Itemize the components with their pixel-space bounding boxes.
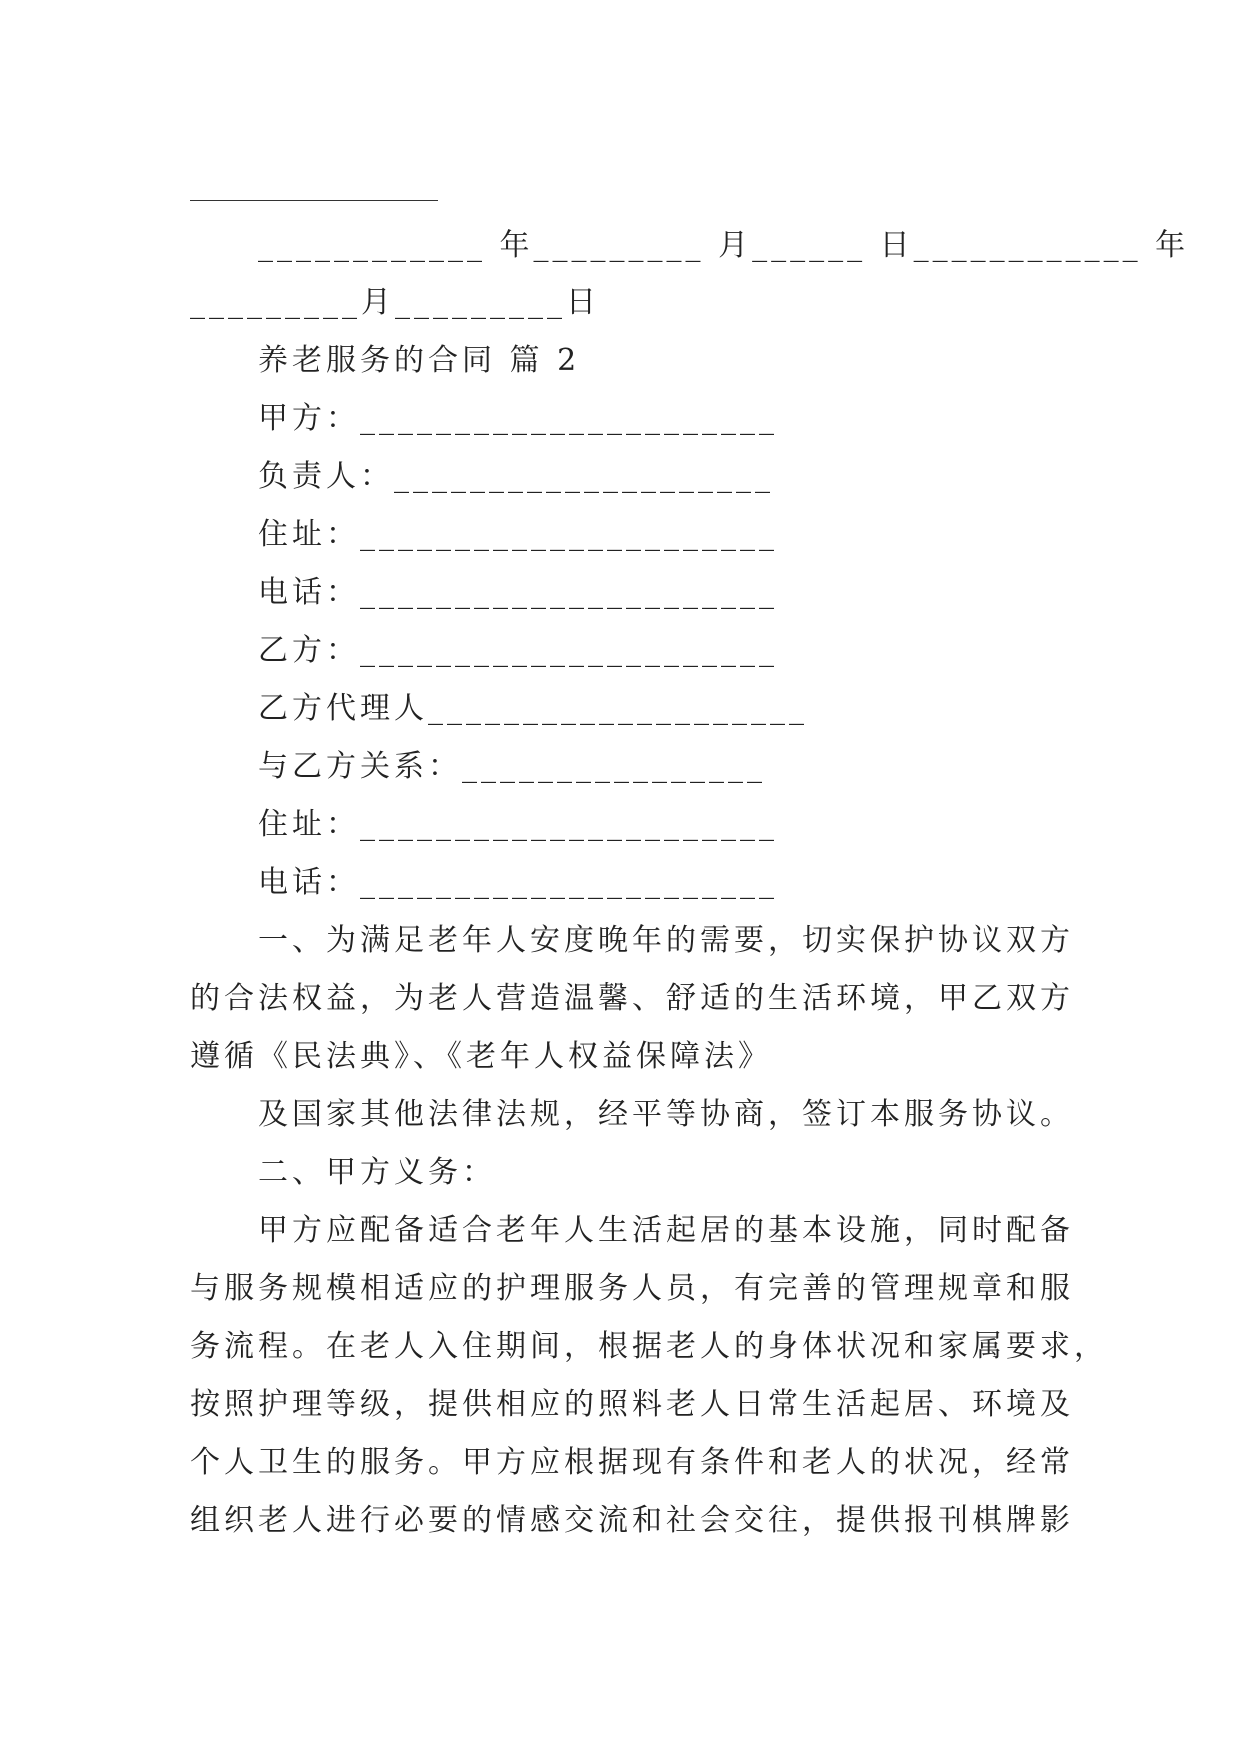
paragraph-3-line-6: 组织老人进行必要的情感交流和社会交往，提供报刊棋牌影 [190, 1503, 1074, 1538]
signature-blank-line [190, 200, 438, 201]
paragraph-3-line-3: 务流程。在老人入住期间，根据老人的身体状况和家属要求， [190, 1329, 1108, 1364]
heading-party-a-obligations: 二、甲方义务： [258, 1155, 496, 1190]
paragraph-1-line-2: 的合法权益，为老人营造温馨、舒适的生活环境，甲乙双方 [190, 981, 1074, 1016]
paragraph-3-line-5: 个人卫生的服务。甲方应根据现有条件和老人的状况，经常 [190, 1445, 1074, 1480]
address-field-a: 住址：______________________ [258, 517, 778, 552]
party-b-field: 乙方：______________________ [258, 633, 778, 668]
paragraph-3-line-1: 甲方应配备适合老年人生活起居的基本设施，同时配备 [258, 1213, 1074, 1248]
paragraph-2: 及国家其他法律法规，经平等协商，签订本服务协议。 [258, 1097, 1074, 1132]
date-line-2: _________月_________日 [190, 285, 600, 320]
relation-to-b-field: 与乙方关系：________________ [258, 749, 766, 784]
paragraph-3-line-4: 按照护理等级，提供相应的照料老人日常生活起居、环境及 [190, 1387, 1074, 1422]
date-line-1: ____________ 年_________ 月______ 日____________ 年 [258, 228, 1190, 263]
paragraph-1-line-3: 遵循《民法典》、《老年人权益保障法》 [190, 1039, 772, 1074]
paragraph-1-line-1: 一、为满足老年人安度晚年的需要，切实保护协议双方 [258, 923, 1074, 958]
paragraph-3-line-2: 与服务规模相适应的护理服务人员，有完善的管理规章和服 [190, 1271, 1074, 1306]
phone-field-b: 电话：______________________ [258, 865, 778, 900]
responsible-person-field: 负责人：____________________ [258, 459, 774, 494]
phone-field-a: 电话：______________________ [258, 575, 778, 610]
address-field-b: 住址：______________________ [258, 807, 778, 842]
party-b-agent-field: 乙方代理人____________________ [258, 691, 808, 726]
section-title: 养老服务的合同 篇 2 [258, 343, 581, 378]
party-a-field: 甲方：______________________ [258, 401, 778, 436]
